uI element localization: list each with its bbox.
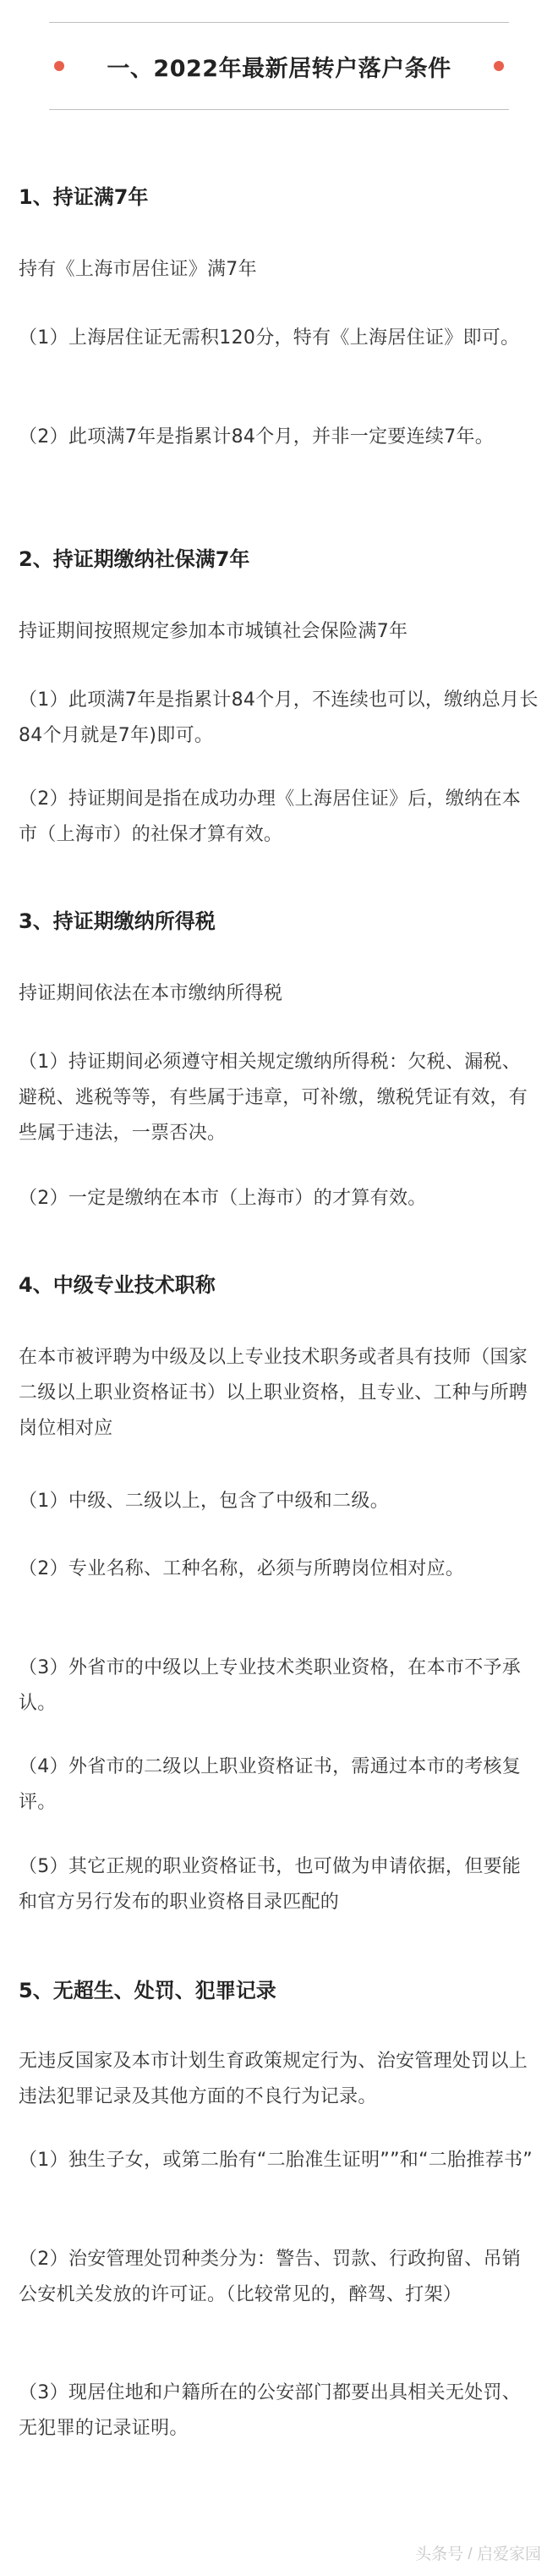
section-item: （2）专业名称、工种名称，必须与所聘岗位相对应。 (19, 1558, 465, 1579)
section-5-item-3-wrap (19, 2376, 539, 2447)
section-3-item-2-wrap (19, 1181, 539, 1217)
section-item: （2）一定是缴纳在本市（上海市）的才算有效。 (19, 1188, 427, 1209)
section-4-item-3-wrap (19, 1651, 539, 1722)
section-heading: 3、持证期缴纳所得税 (19, 909, 216, 933)
section-item: （1）上海居住证无需积120分，特有《上海居住证》即可。 (19, 327, 520, 349)
section-item: （1）持证期间必须遵守相关规定缴纳所得税：欠税、漏税、避税、逃税等等，有些属于违章，可补缴，缴税凭证有效，有些属于违法，一票否决。 (19, 1052, 528, 1144)
section-2-item-2-wrap (19, 782, 539, 853)
section-1-lead-wrap (19, 252, 539, 288)
banner-dot-right (494, 61, 504, 71)
section-2 (19, 545, 539, 574)
section-item: （1）中级、二级以上，包含了中级和二级。 (19, 1491, 389, 1512)
section-2-lead-wrap (19, 614, 539, 650)
section-heading: 1、持证满7年 (19, 185, 149, 209)
section-3 (19, 907, 539, 936)
section-item: （4）外省市的二级以上职业资格证书，需通过本市的考核复评。 (19, 1756, 522, 1813)
section-banner (49, 22, 509, 110)
banner-dot-left (54, 61, 64, 71)
section-5-item-2-wrap (19, 2242, 539, 2313)
section-1 (19, 183, 539, 211)
section-heading: 4、中级专业技术职称 (19, 1273, 216, 1297)
section-5-item-1-wrap (19, 2143, 539, 2178)
section-heading: 2、持证期缴纳社保满7年 (19, 547, 250, 571)
section-item: （1）独生子女，或第二胎有“二胎准生证明””和“二胎推荐书” (19, 2150, 533, 2171)
section-item: （2）此项满7年是指累计84个月，并非一定要连续7年。 (19, 426, 495, 448)
section-5-lead-wrap (19, 2044, 539, 2115)
section-item: （3）外省市的中级以上专业技术类职业资格，在本市不予承认。 (19, 1657, 522, 1714)
section-heading: 5、无超生、处罚、犯罪记录 (19, 1979, 276, 2002)
section-item: （2）持证期间是指在成功办理《上海居住证》后，缴纳在本市（上海市）的社保才算有效。 (19, 788, 522, 845)
section-item: （3）现居住地和户籍所在的公安部门都要出具相关无处罚、无犯罪的记录证明。 (19, 2382, 522, 2439)
section-4 (19, 1271, 539, 1299)
section-5 (19, 1976, 539, 2005)
section-lead: 无违反国家及本市计划生育政策规定行为、治安管理处罚以上违法犯罪记录及其他方面的不良行为记录。 (19, 2051, 528, 2107)
banner-title: 一、2022年最新居转户落户条件 (107, 55, 451, 82)
section-4-item-4-wrap (19, 1749, 539, 1821)
section-item: （5）其它正规的职业资格证书，也可做为申请依据，但要能和官方另行发布的职业资格目录匹配的 (19, 1856, 522, 1913)
article-page (0, 22, 558, 2576)
section-lead: 在本市被评聘为中级及以上专业技术职务或者具有技师（国家二级以上职业资格证书）以上职业资格，且专业、工种与所聘岗位相对应 (19, 1347, 528, 1439)
section-lead: 持有《上海市居住证》满7年 (19, 259, 257, 280)
section-3-lead-wrap (19, 976, 539, 1012)
section-lead: 持证期间按照规定参加本市城镇社会保险满7年 (19, 621, 408, 642)
section-lead: 持证期间依法在本市缴纳所得税 (19, 983, 283, 1004)
section-2-item-1-wrap (19, 683, 539, 754)
watermark-text: 头条号 / 启爱家园 (415, 2546, 541, 2563)
section-item: （1）此项满7年是指累计84个月，不连续也可以，缴纳总月长84个月就是7年)即可。 (19, 689, 539, 746)
section-item: （2）治安管理处罚种类分为：警告、罚款、行政拘留、吊销公安机关发放的许可证。（比较常见的，醉驾、打架） (19, 2249, 522, 2305)
section-4-lead-wrap (19, 1340, 539, 1447)
section-1-item-1-wrap (19, 321, 539, 356)
section-4-item-2-wrap (19, 1552, 539, 1587)
section-4-item-5-wrap (19, 1849, 539, 1920)
section-4-item-1-wrap (19, 1484, 539, 1519)
section-1-item-2-wrap (19, 420, 539, 455)
section-3-item-1-wrap (19, 1045, 539, 1151)
